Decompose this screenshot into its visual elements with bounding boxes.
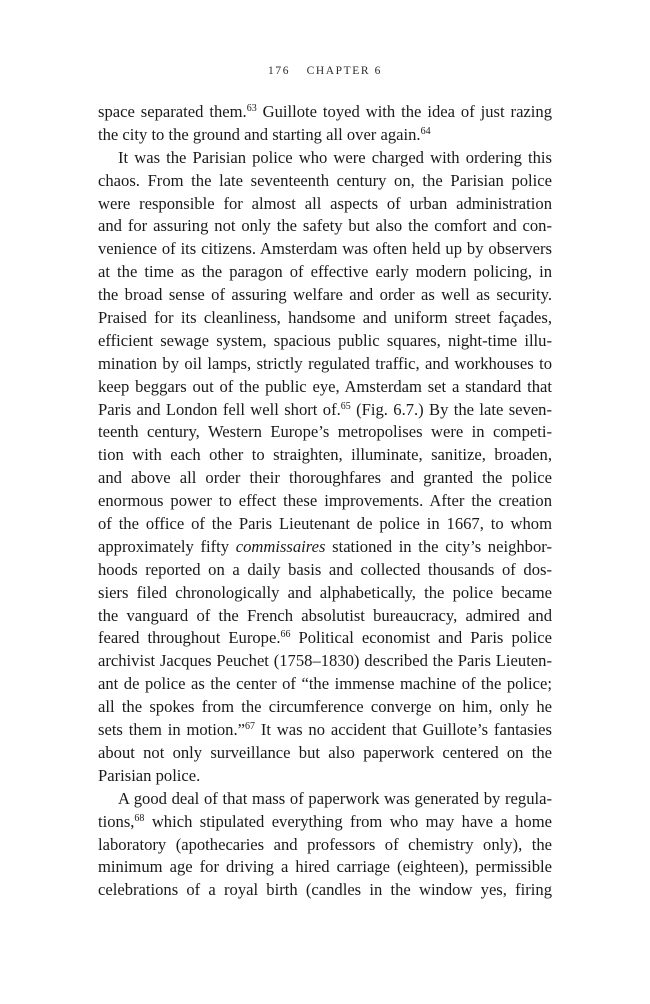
text-line bbox=[98, 582, 552, 605]
line-text: keep beggars out of the public eye, Amsterdam set a standard that bbox=[98, 376, 552, 396]
line-text: teenth century, Western Europe’s metropolises were in competi- bbox=[98, 422, 552, 442]
text-line bbox=[98, 101, 552, 124]
line-text: Praised for its cleanliness, handsome and uniform street façades, bbox=[98, 308, 552, 328]
line-text: of the office of the Paris Lieutenant de police in 1667, to whom bbox=[98, 514, 552, 534]
text-line bbox=[98, 536, 552, 559]
text-line bbox=[98, 261, 552, 284]
line-text: laboratory (apothecaries and professors of chemistry only), the bbox=[98, 834, 552, 854]
line-text: celebrations of a royal birth (candles in the window yes, firing bbox=[98, 880, 552, 900]
text-line bbox=[98, 238, 552, 261]
line-text: Parisian police. bbox=[98, 765, 201, 785]
text-line bbox=[98, 696, 552, 719]
line-text: chaos. From the late seventeenth century on, the Parisian police bbox=[98, 170, 552, 190]
line-text: archivist Jacques Peuchet (1758–1830) described the Paris Lieuten- bbox=[98, 651, 552, 671]
line-text: hoods reported on a daily basis and collected thousands of dos- bbox=[98, 559, 552, 579]
line-text: the vanguard of the French absolutist bureaucracy, admired and bbox=[98, 605, 552, 625]
running-head bbox=[0, 65, 650, 77]
text-line bbox=[98, 353, 552, 376]
text-line bbox=[98, 513, 552, 536]
line-text: and above all order their thoroughfares and granted the police bbox=[98, 468, 552, 488]
line-text: were responsible for almost all aspects of urban administration bbox=[98, 193, 552, 213]
footnote-marker[interactable]: 64 bbox=[420, 125, 431, 137]
text-line bbox=[98, 421, 552, 444]
footnote-marker[interactable]: 66 bbox=[280, 629, 291, 641]
line-text: ant de police as the center of “the immense machine of the police; bbox=[98, 674, 552, 694]
text-line bbox=[98, 673, 552, 696]
line-text: tion with each other to straighten, illuminate, sanitize, broaden, bbox=[98, 445, 552, 465]
line-text-continued: (Fig. 6.7.) By the late seven- bbox=[350, 399, 553, 419]
line-text: space separated them. bbox=[98, 102, 247, 121]
text-line bbox=[98, 834, 552, 857]
text-line bbox=[98, 490, 552, 513]
text-line bbox=[98, 399, 552, 422]
text-line bbox=[98, 627, 552, 650]
page-number: 176 bbox=[268, 65, 291, 77]
text-line bbox=[98, 879, 552, 902]
line-text: at the time as the paragon of effective early modern policing, in bbox=[98, 262, 552, 282]
text-line bbox=[98, 742, 552, 765]
line-text: all the spokes from the circumference converge on him, only he bbox=[98, 697, 552, 717]
text-line bbox=[98, 170, 552, 193]
italic-term: commissaires bbox=[235, 536, 326, 556]
footnote-marker[interactable]: 68 bbox=[134, 812, 145, 824]
text-line bbox=[98, 376, 552, 399]
chapter-label: CHAPTER 6 bbox=[306, 65, 382, 77]
line-text: tions, bbox=[98, 811, 135, 831]
text-line bbox=[98, 330, 552, 353]
line-text: approximately fifty bbox=[98, 536, 236, 556]
line-text: siers filed chronologically and alphabetically, the police became bbox=[98, 582, 552, 602]
line-text-continued: It was no accident that Guillote’s fantasies bbox=[255, 720, 552, 740]
text-line bbox=[98, 444, 552, 467]
text-line bbox=[98, 788, 552, 811]
line-text-continued: Guillote toyed with the idea of just razing bbox=[256, 102, 553, 121]
text-line bbox=[98, 719, 552, 742]
line-text: feared throughout Europe. bbox=[98, 628, 281, 648]
line-text-continued: Political economist and Paris police bbox=[290, 628, 552, 648]
line-text: venience of its citizens. Amsterdam was often held up by observers bbox=[98, 239, 552, 259]
text-line bbox=[98, 124, 552, 147]
text-line bbox=[98, 856, 552, 879]
text-line bbox=[98, 559, 552, 582]
footnote-marker[interactable]: 65 bbox=[340, 400, 351, 412]
text-line bbox=[98, 467, 552, 490]
text-line bbox=[98, 811, 552, 834]
line-text: and for assuring not only the safety but also the comfort and con- bbox=[98, 216, 552, 236]
line-text: minimum age for driving a hired carriage (eighteen), permissible bbox=[98, 857, 552, 877]
text-line bbox=[98, 147, 552, 170]
line-text: the broad sense of assuring welfare and order as well as security. bbox=[98, 285, 552, 305]
text-line bbox=[98, 765, 552, 788]
text-line bbox=[98, 284, 552, 307]
text-line bbox=[98, 307, 552, 330]
text-line bbox=[98, 650, 552, 673]
line-text: efficient sewage system, spacious public squares, night-time illu- bbox=[98, 330, 552, 350]
text-line bbox=[98, 605, 552, 628]
line-text: about not only surveillance but also paperwork centered on the bbox=[98, 742, 552, 762]
line-text: It was the Parisian police who were charged with ordering this bbox=[118, 147, 552, 167]
text-line bbox=[98, 193, 552, 216]
line-text-continued: stationed in the city’s neighbor- bbox=[325, 536, 552, 556]
footnote-marker[interactable]: 67 bbox=[245, 721, 255, 733]
footnote-marker[interactable]: 63 bbox=[246, 103, 257, 114]
line-text: Paris and London fell well short of. bbox=[98, 399, 341, 419]
line-text: mination by oil lamps, strictly regulated traffic, and workhouses to bbox=[98, 353, 552, 373]
line-text: sets them in motion.” bbox=[98, 720, 245, 740]
line-text: A good deal of that mass of paperwork was generated by regula- bbox=[118, 788, 552, 808]
body-text bbox=[98, 101, 552, 902]
text-line bbox=[98, 215, 552, 238]
line-text-continued: which stipulated everything from who may have a home bbox=[144, 811, 552, 831]
line-text: enormous power to effect these improvements. After the creation bbox=[98, 491, 552, 511]
line-text: the city to the ground and starting all over again. bbox=[98, 124, 421, 144]
